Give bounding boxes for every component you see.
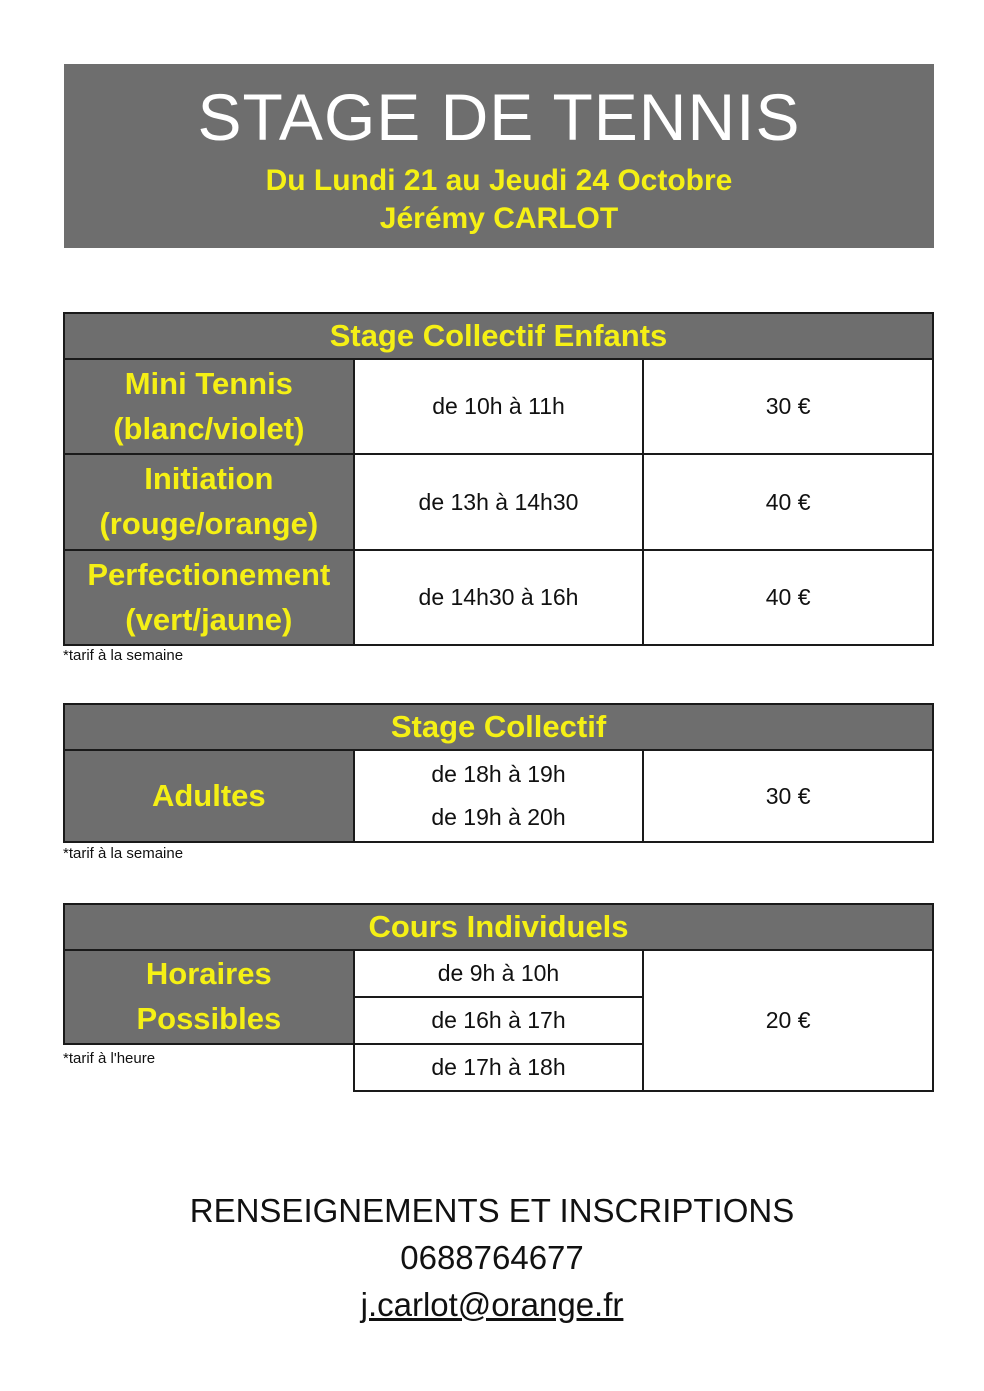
table-row — [64, 750, 933, 842]
table-row — [64, 950, 933, 997]
table-caption-row — [64, 704, 933, 750]
table-footnote: *tarif à l'heure — [63, 1050, 156, 1067]
time-slot: de 17h à 18h — [431, 1053, 566, 1080]
table-stage-collectif-adultes — [63, 703, 934, 843]
time-slot: de 13h à 14h30 — [418, 488, 579, 515]
row-label — [64, 550, 354, 645]
row-label — [64, 950, 354, 1044]
table-row — [64, 550, 933, 645]
row-times — [354, 550, 644, 645]
row-label-line1: Perfectionement — [87, 556, 331, 592]
table-caption-row — [64, 904, 933, 950]
row-label-line1: Mini Tennis — [124, 365, 293, 401]
table-caption-row — [64, 313, 933, 359]
row-times — [354, 359, 644, 454]
table-stage-collectif-enfants — [63, 312, 934, 646]
row-label-line2: Possibles — [136, 1001, 282, 1036]
time-slot: de 18h à 19h — [431, 761, 566, 788]
table-caption: Cours Individuels — [64, 904, 933, 950]
header-dates: Du Lundi 21 au Jeudi 24 Octobre — [265, 164, 733, 197]
row-label-line2: (vert/jaune) — [125, 601, 293, 637]
row-price: 30 € — [643, 359, 933, 454]
table-row — [64, 359, 933, 454]
row-label-line1: Horaires — [145, 956, 272, 992]
row-times — [354, 454, 644, 550]
row-label-line2: (blanc/violet) — [113, 410, 305, 446]
pricing-table — [63, 703, 934, 843]
row-label — [64, 359, 354, 454]
time-slot: de 10h à 11h — [432, 393, 565, 420]
table-cours-individuels — [63, 903, 934, 1092]
pricing-table — [63, 903, 934, 1092]
row-times — [354, 750, 644, 842]
pricing-table — [63, 312, 934, 646]
table-footnote: *tarif à la semaine — [63, 647, 184, 664]
row-price: 30 € — [643, 750, 933, 842]
row-label — [64, 750, 354, 842]
row-label-line1: Initiation — [144, 461, 274, 497]
row-price: 40 € — [643, 454, 933, 550]
header-coach-name: Jérémy CARLOT — [379, 201, 619, 235]
time-slot: de 19h à 20h — [431, 804, 566, 830]
table-row — [64, 454, 933, 550]
table-caption: Stage Collectif Enfants — [64, 313, 933, 359]
time-slot: de 16h à 17h — [431, 1006, 566, 1033]
footer-heading: RENSEIGNEMENTS ET INSCRIPTIONS — [189, 1192, 795, 1229]
time-slot: de 9h à 10h — [437, 959, 560, 986]
page-title: STAGE DE TENNIS — [197, 80, 801, 154]
table-caption: Stage Collectif — [64, 704, 933, 750]
footer-contact — [0, 1188, 984, 1329]
row-price: 40 € — [643, 550, 933, 645]
row-label — [64, 454, 354, 550]
row-label-line2: (rouge/orange) — [99, 506, 319, 541]
row-times — [354, 950, 644, 997]
row-times — [354, 1044, 644, 1091]
row-label-line1: Adultes — [151, 777, 266, 813]
row-price: 20 € — [643, 950, 933, 1091]
header-banner — [64, 64, 934, 248]
time-slot: de 14h30 à 16h — [418, 584, 579, 611]
row-times — [354, 997, 644, 1044]
table-footnote: *tarif à la semaine — [63, 845, 184, 862]
footer-email[interactable]: j.carlot@orange.fr — [360, 1285, 624, 1323]
footer-phone: 0688764677 — [400, 1238, 584, 1276]
